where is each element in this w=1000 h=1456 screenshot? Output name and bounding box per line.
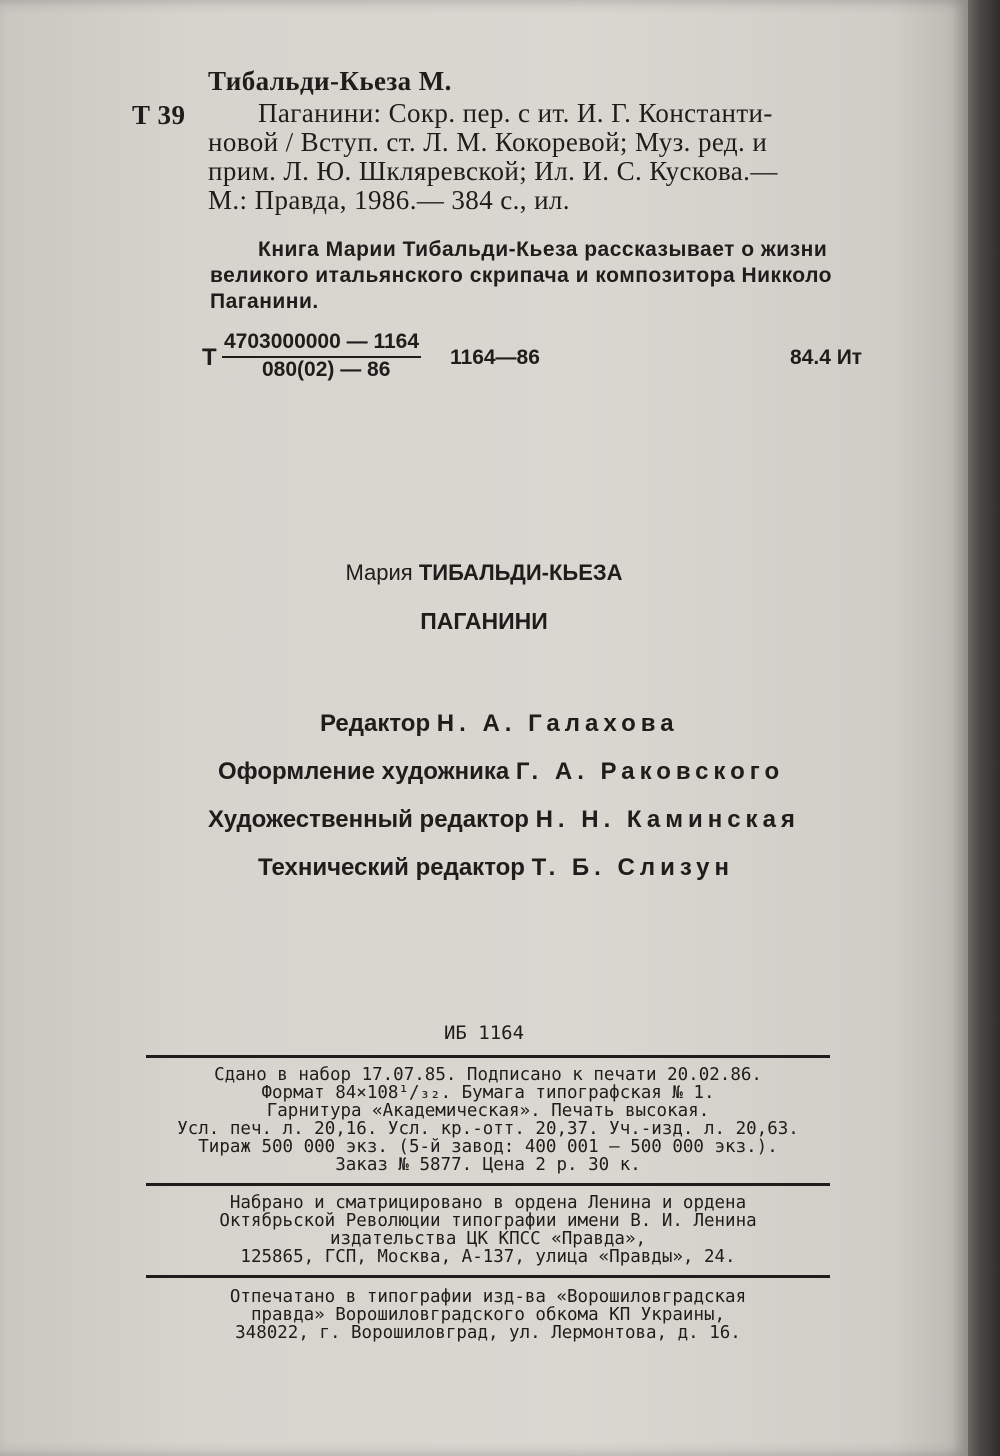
bib-line: М.: Правда, 1986.— 384 с., ил.	[208, 185, 570, 215]
divider	[146, 1183, 830, 1186]
code-fraction	[222, 330, 421, 382]
annotation-line: Паганини.	[210, 290, 319, 313]
credit-name: Т. Б. Слизун	[531, 854, 735, 881]
book-spine-edge	[968, 0, 1000, 1456]
credit-art-editor	[208, 806, 800, 834]
imprint-line: Формат 84×108¹/₃₂. Бумага типографская № 1.	[261, 1083, 715, 1103]
imprint-line: Заказ № 5877. Цена 2 р. 30 к.	[335, 1155, 641, 1175]
imprint-line: Усл. печ. л. 20,16. Усл. кр.-отт. 20,37. Уч.-изд. л. 20,63.	[177, 1119, 799, 1139]
author-heading: Тибальди-Кьеза М.	[208, 66, 452, 96]
imprint-line: Набрано и сматрицировано в ордена Ленина и ордена	[229, 1193, 747, 1213]
printed-info	[146, 1288, 830, 1342]
bib-line: Паганини: Сокр. пер. с ит. И. Г. Константи-	[258, 98, 773, 128]
credit-role: Редактор	[320, 710, 431, 737]
author-first-name: Мария	[345, 560, 413, 585]
credit-designer	[218, 758, 784, 786]
book-title: ПАГАНИНИ	[420, 608, 548, 634]
imprint-line: Гарнитура «Академическая». Печать высокая.	[266, 1101, 710, 1121]
code-suffix: 1164—86	[450, 346, 540, 369]
credit-name: Г. А. Раковского	[515, 758, 785, 785]
bib-line: прим. Л. Ю. Шкляревской; Ил. И. С. Кускова.—	[208, 156, 778, 186]
imprint-line: правда» Ворошиловградского обкома КП Украины,	[250, 1305, 726, 1325]
typeset-info	[146, 1194, 830, 1266]
bbk-index: 84.4 Ит	[790, 346, 863, 369]
credit-role: Художественный редактор	[208, 806, 529, 833]
credit-role: Оформление художника	[218, 758, 510, 785]
annotation-line: великого итальянского скрипача и композитора Никколо	[210, 264, 832, 287]
credit-tech-editor	[258, 854, 734, 882]
imprint-line: Тираж 500 000 экз. (5-й завод: 400 001 — 500 000 экз.).	[198, 1137, 778, 1157]
shelf-code: Т 39	[132, 100, 186, 130]
divider	[146, 1055, 830, 1058]
code-denominator: 080(02) — 86	[262, 358, 391, 381]
ib-number: ИБ 1164	[443, 1022, 525, 1044]
author-line	[0, 560, 968, 586]
print-info	[146, 1066, 830, 1174]
credit-name: Н. Н. Каминская	[535, 806, 800, 833]
credit-role: Технический редактор	[258, 854, 525, 881]
annotation-line: Книга Марии Тибальди-Кьеза рассказывает о жизни	[258, 238, 828, 261]
imprint-line: Сдано в набор 17.07.85. Подписано к печати 20.02.86.	[214, 1065, 762, 1085]
imprint-line: издательства ЦК КПСС «Правда»,	[329, 1229, 647, 1249]
imprint-line: 125865, ГСП, Москва, А-137, улица «Правды», 24.	[240, 1247, 736, 1267]
imprint-line: 348022, г. Ворошиловград, ул. Лермонтова, д. 16.	[235, 1323, 741, 1343]
imprint-line: Отпечатано в типографии изд-ва «Ворошиловградская	[229, 1287, 747, 1307]
imprint-line: Октябрьской Революции типографии имени В. И. Ленина	[219, 1211, 757, 1231]
author-last-name: ТИБАЛЬДИ-КЬЕЗА	[418, 560, 623, 585]
credit-editor	[320, 710, 679, 738]
credit-name: Н. А. Галахова	[436, 710, 679, 737]
bib-line: новой / Вступ. ст. Л. М. Кокоревой; Муз. ред. и	[208, 127, 768, 157]
divider	[146, 1275, 830, 1278]
code-prefix: Т	[202, 344, 217, 371]
code-numerator: 4703000000 — 1164	[222, 330, 421, 358]
